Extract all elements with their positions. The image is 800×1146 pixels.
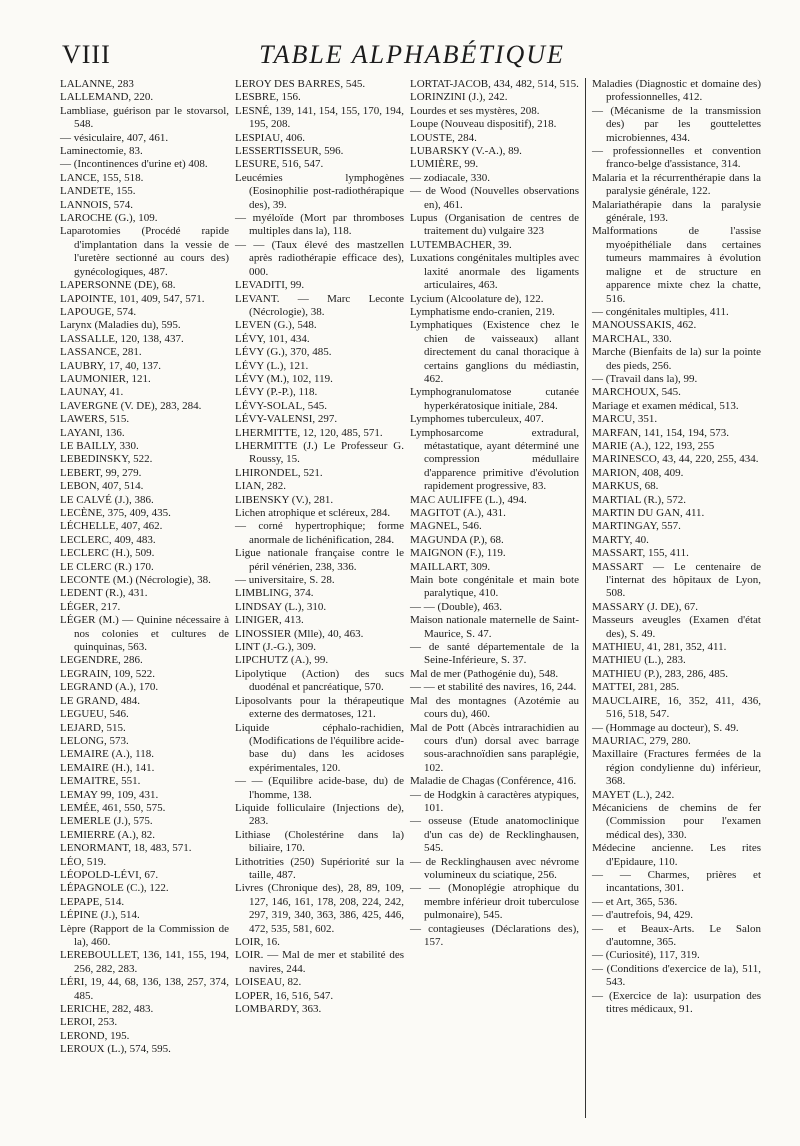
- index-entry: MAGNEL, 546.: [410, 520, 482, 533]
- index-entry: MAGITOT (A.), 431.: [410, 507, 506, 519]
- index-entry: Livres (Chronique des), 28, 89, 109, 127, 146, 161, 178, 208, 224, 242, 297, 319, 340, 363, 386, 425, 446, 472, 535, 581, 602.: [235, 882, 404, 935]
- index-entry: LEMAIRE (H.), 141.: [60, 761, 155, 774]
- index-entry: LEMAIRE (A.), 118.: [60, 748, 154, 761]
- index-entry: LANNOIS, 574.: [60, 198, 134, 211]
- index-entry: Main bote congénitale et main bote paralytique, 410.: [410, 574, 579, 600]
- index-entry: LEMIERRE (A.), 82.: [60, 828, 156, 841]
- index-entry: LEMAITRE, 551.: [60, 775, 141, 788]
- index-column-3: [410, 78, 579, 1118]
- index-entry: Larynx (Maladies du), 595.: [60, 319, 181, 332]
- index-entry: — corné hypertrophique; forme anormale de lichénification, 284.: [235, 520, 404, 546]
- index-entry: LAUMONIER, 121.: [60, 372, 151, 385]
- index-entry: LEROND, 195.: [60, 1029, 130, 1042]
- index-entry: MARTIAL (R.), 572.: [592, 493, 686, 506]
- index-entry: Malaria et la récurrenthérapie dans la paralysie générale, 122.: [592, 171, 761, 198]
- index-entry: LE CALVÉ (J.), 386.: [60, 493, 154, 506]
- index-entry: — professionnelles et convention franco-belge d'assistance, 314.: [592, 145, 761, 171]
- index-entry: Marche (Bienfaits de la) sur la pointe des pieds, 256.: [592, 346, 761, 372]
- index-entry: Maladies (Diagnostic et domaine des) professionnelles, 412.: [592, 78, 761, 104]
- index-entry: LELONG, 573.: [60, 734, 129, 747]
- index-entry: LÉVY (L.), 121.: [235, 359, 309, 372]
- index-entry: LÉVY (M.), 102, 119.: [235, 372, 333, 385]
- index-entry: LIAN, 282.: [235, 480, 287, 493]
- index-entry: LERICHE, 282, 483.: [60, 1003, 154, 1016]
- index-entry: LHERMITTE, 12, 120, 485, 571.: [235, 426, 383, 439]
- index-column-1: [60, 78, 229, 1118]
- index-entry: LUMIÈRE, 99.: [410, 158, 479, 171]
- index-entry: Lichen atrophique et scléreux, 284.: [235, 507, 391, 519]
- index-entry: LESNÉ, 139, 141, 154, 155, 170, 194, 195, 208.: [235, 104, 404, 131]
- index-entry: — universitaire, S. 28.: [235, 574, 335, 587]
- index-entry: LIMBLING, 374.: [235, 587, 314, 600]
- index-entry: MASSART — Le centenaire de l'internat des hôpitaux de Lyon, 508.: [592, 560, 761, 600]
- index-entry: — — (Monoplégie atrophique du membre inférieur droit tuberculose pulmonaire), 545.: [410, 882, 579, 922]
- index-entry: LORINZINI (J.), 242.: [410, 91, 508, 104]
- index-entry: MASSART, 155, 411.: [592, 547, 689, 560]
- index-entry: Loupe (Nouveau dispositif), 218.: [410, 118, 557, 131]
- index-entry: Mariage et examen médical, 513.: [592, 399, 739, 412]
- index-entry: — — et stabilité des navires, 16, 244.: [410, 681, 577, 694]
- index-entry: — contagieuses (Déclarations des), 157.: [410, 922, 579, 948]
- index-entry: LEBEDINSKY, 522.: [60, 453, 153, 466]
- index-entry: LECÈNE, 375, 409, 435.: [60, 507, 171, 519]
- index-entry: LAPOUGE, 574.: [60, 305, 137, 318]
- index-entry: — de Recklinghausen avec névrome volumineux du sciatique, 256.: [410, 855, 579, 881]
- index-entry: MARION, 408, 409.: [592, 466, 684, 479]
- index-entry: Mal des montagnes (Azotémie au cours du), 460.: [410, 694, 579, 721]
- index-entry: MATHIEU (L.), 283.: [592, 654, 686, 667]
- index-entry: LAUNAY, 41.: [60, 386, 124, 399]
- index-entry: Laminectomie, 83.: [60, 145, 143, 158]
- index-entry: Lourdes et ses mystères, 208.: [410, 104, 540, 117]
- index-entry: Laparotomies (Procédé rapide d'implantation dans la vessie de l'uretère sectionné au cours des) gynécologiques, 487.: [60, 225, 229, 278]
- page-number: VIII: [62, 40, 111, 69]
- index-entry: — (Mécanisme de la transmission des) par les gouttelettes microbiennes, 434.: [592, 104, 761, 144]
- index-entry: LENORMANT, 18, 483, 571.: [60, 842, 192, 855]
- index-entry: LEGENDRE, 286.: [60, 654, 143, 667]
- index-entry: Liquide céphalo-rachidien, (Modifications de l'équilibre acide-base du) dans les acidoses expérimentales, 120.: [235, 721, 405, 774]
- index-entry: Lambliase, guérison par le stovarsol, 548.: [60, 104, 229, 131]
- index-entry: MARFAN, 141, 154, 194, 573.: [592, 426, 730, 439]
- index-entry: Lupus (Organisation de centres de traitement du) vulgaire 323: [410, 212, 579, 238]
- index-entry: Mal de mer (Pathogénie du), 548.: [410, 667, 559, 680]
- index-entry: MARCHOUX, 545.: [592, 386, 681, 399]
- index-entry: Malariathérapie dans la paralysie générale, 193.: [592, 198, 761, 225]
- index-entry: LOIR. — Mal de mer et stabilité des navires, 244.: [235, 949, 404, 975]
- index-entry: — (Hommage au docteur), S. 49.: [592, 721, 739, 734]
- index-entry: Lymphatiques (Existence chez le chien de vaisseaux) allant directement du canal thoracique à certains ganglions du médiastin, 462.: [410, 319, 579, 385]
- index-entry: Masseurs aveugles (Examen d'état des), S. 49.: [592, 614, 761, 640]
- index-entry: MAGUNDA (P.), 68.: [410, 533, 504, 546]
- index-entry: LINDSAY (L.), 310.: [235, 600, 327, 613]
- index-entry: LOMBARDY, 363.: [235, 1003, 322, 1016]
- index-entry: LÉVY-VALENSI, 297.: [235, 413, 338, 426]
- index-entry: LASSANCE, 281.: [60, 346, 142, 359]
- index-entry: — — Charmes, prières et incantations, 301.: [592, 868, 761, 895]
- index-entry: LEROY DES BARRES, 545.: [235, 78, 366, 90]
- index-entry: MASSARY (J. DE), 67.: [592, 600, 698, 613]
- index-entry: LAYANI, 136.: [60, 426, 125, 439]
- index-entry: LEREBOULLET, 136, 141, 155, 194, 256, 282, 283.: [60, 949, 229, 975]
- index-entry: — — (Taux élevé des mastzellen après radiothérapie efficace des), 000.: [235, 238, 404, 278]
- index-entry: LAWERS, 515.: [60, 413, 130, 426]
- index-entry: Liposolvants pour la thérapeutique externe des dermatoses, 121.: [235, 694, 404, 721]
- index-entry: — (Curiosité), 117, 319.: [592, 949, 700, 962]
- index-entry: Lèpre (Rapport de la Commission de la), 460.: [60, 922, 229, 948]
- index-entry: LÉPINE (J.), 514.: [60, 909, 140, 922]
- page-title: TABLE ALPHABÉTIQUE: [259, 40, 565, 69]
- index-entry: LEROI, 253.: [60, 1016, 118, 1029]
- index-entry: MARCHAL, 330.: [592, 332, 672, 345]
- index-entry: LÉVY, 101, 434.: [235, 332, 310, 345]
- index-entry: Médecine ancienne. Les rites d'Epidaure, 110.: [592, 842, 761, 868]
- index-entry: MARTIN DU GAN, 411.: [592, 507, 705, 519]
- index-entry: LINIGER, 413.: [235, 614, 304, 627]
- index-columns: [60, 78, 770, 1118]
- index-entry: MARTY, 40.: [592, 533, 649, 546]
- index-entry: LÉPAGNOLE (C.), 122.: [60, 882, 169, 895]
- index-entry: LÉO, 519.: [60, 855, 107, 868]
- index-entry: LEPAPE, 514.: [60, 895, 125, 908]
- index-entry: LHERMITTE (J.) Le Professeur G. Roussy, 15.: [235, 439, 404, 466]
- index-entry: LOISEAU, 82.: [235, 976, 302, 989]
- index-entry: LÉGER (M.) — Quinine nécessaire à nos colonies et cultures de quinquinas, 563.: [60, 614, 229, 654]
- index-entry: LALLEMAND, 220.: [60, 91, 154, 104]
- index-entry: Lymphosarcome extradural, métastatique, ayant déterminé une compression médullaire d'apparence primitive d'évolution rapidement progressive, 83.: [410, 426, 579, 493]
- index-entry: Ligue nationale française contre le péril vénérien, 238, 336.: [235, 547, 404, 573]
- index-entry: Luxations congénitales multiples avec laxité anormale des ligaments articulaires, 463.: [410, 252, 579, 292]
- index-entry: LEGUEU, 546.: [60, 708, 129, 721]
- index-entry: MAIGNON (F.), 119.: [410, 547, 506, 560]
- index-entry: LEVADITI, 99.: [235, 279, 305, 292]
- index-entry: MANOUSSAKIS, 462.: [592, 319, 697, 332]
- index-entry: LAPOINTE, 101, 409, 547, 571.: [60, 292, 205, 305]
- index-entry: LE GRAND, 484.: [60, 694, 141, 707]
- index-entry: LAPERSONNE (DE), 68.: [60, 279, 176, 292]
- index-entry: LANDETE, 155.: [60, 185, 136, 198]
- index-entry: Mal de Pott (Abcès intrarachidien au cours d'un) dorsal avec barrage sous-arachnoïdien sans paraplégie, 102.: [410, 721, 579, 774]
- index-entry: LEJARD, 515.: [60, 721, 126, 734]
- index-entry: LECLERC (H.), 509.: [60, 547, 155, 560]
- index-entry: LIBENSKY (V.), 281.: [235, 493, 334, 506]
- index-entry: Mécaniciens de chemins de fer (Commission pour l'examen médical des), 330.: [592, 801, 761, 841]
- index-entry: LEGRAIN, 109, 522.: [60, 667, 156, 680]
- index-entry: MARINESCO, 43, 44, 220, 255, 434.: [592, 453, 759, 466]
- index-entry: LE CLERC (R.) 170.: [60, 560, 154, 573]
- index-entry: LEMÉE, 461, 550, 575.: [60, 801, 166, 814]
- index-entry: LAVERGNE (V. DE), 283, 284.: [60, 399, 202, 412]
- index-entry: Lycium (Alcoolature de), 122.: [410, 292, 544, 305]
- page-header: [62, 40, 762, 74]
- index-entry: Lymphomes tuberculeux, 407.: [410, 413, 544, 426]
- index-entry: LEBON, 407, 514.: [60, 480, 144, 493]
- index-entry: LESSERTISSEUR, 596.: [235, 145, 344, 158]
- index-entry: Malformations de l'assise myoépithéliale dans certaines tumeurs mammaires à évolution maligne et de structure en apparence mixte chez la chatte, 516.: [592, 225, 761, 305]
- index-entry: LALANNE, 283: [60, 78, 134, 90]
- index-entry: LESURE, 516, 547.: [235, 158, 324, 171]
- index-entry: — et Art, 365, 536.: [592, 895, 678, 908]
- index-entry: — osseuse (Etude anatomoclinique d'un cas de) de Recklinghausen, 545.: [410, 815, 579, 855]
- index-entry: — vésiculaire, 407, 461.: [60, 131, 169, 144]
- index-entry: LÉVY-SOLAL, 545.: [235, 399, 327, 412]
- index-entry: LÉRI, 19, 44, 68, 136, 138, 257, 374, 485.: [60, 976, 229, 1002]
- index-entry: — et Beaux-Arts. Le Salon d'automne, 365.: [592, 922, 761, 948]
- index-entry: Lithiase (Cholestérine dans la) biliaire, 170.: [235, 828, 404, 855]
- index-entry: LUTEMBACHER, 39.: [410, 238, 512, 251]
- index-entry: — — (Double), 463.: [410, 600, 502, 613]
- index-entry: LASSALLE, 120, 138, 437.: [60, 332, 184, 345]
- index-entry: MARTINGAY, 557.: [592, 520, 681, 533]
- index-column-4: [585, 78, 761, 1118]
- index-entry: Lymphatisme endo-cranien, 219.: [410, 305, 555, 318]
- index-entry: — (Travail dans la), 99.: [592, 372, 698, 385]
- index-entry: — myéloïde (Mort par thromboses multiples dans la), 118.: [235, 212, 404, 238]
- index-entry: — (Incontinences d'urine et) 408.: [60, 158, 208, 171]
- index-entry: Lipolytique (Action) des sucs duodénal et pancréatique, 570.: [235, 667, 404, 694]
- index-entry: LÉGER, 217.: [60, 600, 121, 613]
- index-entry: LOUSTE, 284.: [410, 131, 477, 144]
- index-entry: LÉOPOLD-LÉVI, 67.: [60, 868, 159, 881]
- index-entry: Leucémies lymphogènes (Eosinophilie post-radiothérapique des), 39.: [235, 171, 404, 211]
- index-entry: LESBRE, 156.: [235, 91, 301, 104]
- index-entry: LINT (J.-G.), 309.: [235, 641, 317, 654]
- index-entry: MAYET (L.), 242.: [592, 788, 675, 801]
- index-entry: MARCU, 351.: [592, 413, 658, 426]
- index-entry: — — (Equilibre acide-base, du) de l'homme, 138.: [235, 775, 404, 801]
- index-entry: LEVANT. — Marc Leconte (Nécrologie), 38.: [235, 292, 404, 318]
- index-entry: — congénitales multiples, 411.: [592, 305, 729, 318]
- index-entry: MAURIAC, 279, 280.: [592, 734, 691, 747]
- index-entry: LEMAY 99, 109, 431.: [60, 788, 159, 801]
- index-entry: LAROCHE (G.), 109.: [60, 212, 158, 225]
- index-entry: MAC AULIFFE (L.), 494.: [410, 493, 527, 506]
- index-entry: — d'autrefois, 94, 429.: [592, 909, 693, 922]
- index-entry: Lymphogranulomatose cutanée hyperkératosique initiale, 284.: [410, 386, 579, 412]
- index-entry: MATHIEU, 41, 281, 352, 411.: [592, 641, 727, 654]
- index-entry: MAUCLAIRE, 16, 352, 411, 436, 516, 518, 547.: [592, 694, 761, 721]
- index-entry: Maladie de Chagas (Conférence, 416.: [410, 775, 577, 788]
- index-entry: LOIR, 16.: [235, 936, 280, 948]
- index-entry: — de Hodgkin à caractères atypiques, 101.: [410, 788, 579, 814]
- index-entry: LOPER, 16, 516, 547.: [235, 989, 334, 1002]
- index-entry: — (Conditions d'exercice de la), 511, 543.: [592, 962, 761, 989]
- index-entry: LECONTE (M.) (Nécrologie), 38.: [60, 574, 211, 587]
- index-entry: — de santé départementale de la Seine-Inférieure, S. 37.: [410, 641, 579, 667]
- index-entry: LINOSSIER (Mlle), 40, 463.: [235, 627, 364, 640]
- index-entry: LEBERT, 99, 279.: [60, 466, 142, 479]
- index-entry: LÉCHELLE, 407, 462.: [60, 520, 163, 533]
- index-entry: MATTEI, 281, 285.: [592, 681, 680, 694]
- index-entry: — de Wood (Nouvelles observations en), 461.: [410, 185, 579, 211]
- index-entry: LÉVY (G.), 370, 485.: [235, 346, 332, 359]
- index-entry: MARIE (A.), 122, 193, 255: [592, 439, 715, 452]
- index-entry: LEMERLE (J.), 575.: [60, 815, 153, 828]
- index-entry: LORTAT-JACOB, 434, 482, 514, 515.: [410, 78, 579, 90]
- index-entry: Maxillaire (Fractures fermées de la région condylienne du) inférieur, 368.: [592, 748, 761, 788]
- index-entry: — (Exercice de la): usurpation des titres médicaux, 91.: [592, 989, 761, 1016]
- index-entry: LEROUX (L.), 574, 595.: [60, 1043, 171, 1056]
- index-entry: LEGRAND (A.), 170.: [60, 681, 159, 694]
- index-entry: LAUBRY, 17, 40, 137.: [60, 359, 161, 372]
- index-entry: — zodiacale, 330.: [410, 171, 491, 184]
- index-entry: LUBARSKY (V.-A.), 89.: [410, 145, 522, 158]
- index-entry: LEVEN (G.), 548.: [235, 319, 317, 332]
- index-entry: Lithotrities (250) Supériorité sur la taille, 487.: [235, 855, 404, 881]
- index-entry: MAILLART, 309.: [410, 560, 491, 573]
- index-entry: LANCE, 155, 518.: [60, 171, 144, 184]
- index-entry: LECLERC, 409, 483.: [60, 533, 156, 546]
- index-entry: Liquide folliculaire (Injections de), 283.: [235, 801, 404, 828]
- index-entry: Maison nationale maternelle de Saint-Maurice, S. 47.: [410, 614, 579, 640]
- index-entry: LHIRONDEL, 521.: [235, 466, 323, 479]
- index-entry: MARKUS, 68.: [592, 480, 659, 493]
- index-column-2: [235, 78, 404, 1118]
- index-entry: LE BAILLY, 330.: [60, 439, 139, 452]
- index-entry: LÉVY (P.-P.), 118.: [235, 386, 318, 399]
- index-entry: MATHIEU (P.), 283, 286, 485.: [592, 667, 728, 680]
- index-entry: LESPIAU, 406.: [235, 131, 305, 144]
- index-entry: LIPCHUTZ (A.), 99.: [235, 654, 329, 667]
- index-entry: LEDENT (R.), 431.: [60, 587, 148, 600]
